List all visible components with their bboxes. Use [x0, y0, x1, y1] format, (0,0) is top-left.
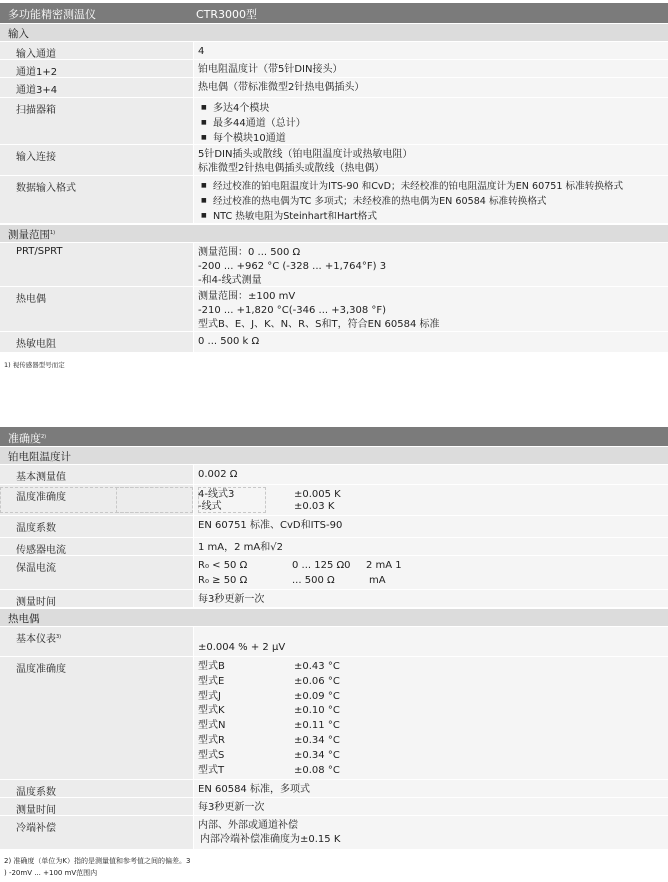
table-row: 温度系数 EN 60751 标准、CvD和ITS-90: [0, 516, 668, 538]
table-row: PRT/SPRT 测量范围：0 ... 500 Ω -200 ... +962 °C (-328 ... +1,764°F) 3 -和4-线式测量: [0, 243, 668, 287]
table-row: 传感器电流 1 mA，2 mA和√2: [0, 538, 668, 556]
table-row: 热敏电阻 0 ... 500 k Ω: [0, 332, 668, 353]
table-row: 基本测量值 0.002 Ω: [0, 465, 668, 485]
table-row: 通道1+2 铂电阻温度计（带5针DIN接头）: [0, 60, 668, 78]
section-prt: 铂电阻温度计: [0, 446, 668, 464]
tc-value-list: ±0.43 °C ±0.06 °C ±0.09 °C ±0.10 °C ±0.11 °C ±0.34 °C ±0.34 °C ±0.08 °C: [294, 661, 340, 776]
footnote-1: 1) 视传感器型号而定: [4, 361, 65, 369]
table-row: 测量时间 每3秒更新一次: [0, 590, 668, 608]
list-item: ■ 经过校准的热电偶为TC 多项式；未经校准的热电偶为EN 60584 标准转换格式: [198, 194, 668, 209]
table-row: 保温电流 R₀ < 50 Ω 0 ... 125 Ω0 2 mA 1 R₀ ≥ 50 Ω ... 500 Ω mA: [0, 556, 668, 590]
product-model: CTR3000型: [196, 8, 258, 21]
table-row: 输入通道 4: [0, 42, 668, 60]
table-row: 测量时间 每3秒更新一次: [0, 798, 668, 816]
list-item: ■ NTC 热敏电阻为Steinhart和Hart格式: [198, 209, 668, 224]
list-item: ■ 多达4个模块: [198, 101, 668, 116]
table-row: 基本仪表$^{3)}$ ±0.004 % + 2 µV: [0, 627, 668, 657]
table-row: 输入连接 5针DIN插头或散线（铂电阻温度计或热敏电阻） 标准微型2针热电偶插头或散线（热电偶）: [0, 145, 668, 176]
table-row: 温度准确度 4-线式3 ±0.005 K -线式 ±0.03 K: [0, 485, 668, 516]
footnote-2: 2) 准确度（单位为K）指的是测量值和参考值之间的偏差。3: [4, 857, 191, 865]
list-item: ■ 最多44通道（总计）: [198, 116, 668, 131]
table-row: 热电偶 测量范围：±100 mV -210 ... +1,820 °C(-346 ... +3,308 °F) 型式B、E、J、K、N、R、S和T，符合EN 60584 标准: [0, 287, 668, 332]
section-input: 输入: [0, 23, 668, 41]
tc-type-list: 型式B 型式E 型式J 型式K 型式N 型式R 型式S 型式T: [198, 661, 226, 776]
table-row: 通道3+4 热电偶（带标准微型2针热电偶插头）: [0, 78, 668, 98]
accuracy-header: 准确度$^{2)}$: [0, 427, 668, 446]
product-title: 多功能精密测温仪: [8, 8, 96, 21]
table-row: 温度准确度 型式B 型式E 型式J 型式K 型式N 型式R 型式S 型式T ±0.43 °C ±0.06 °C ±0.09 °C ±0.10 °C ±0.11 °C ±0.34 °C ±0.34 °C ±0.08 °C: [0, 657, 668, 780]
section-tc: 热电偶: [0, 608, 668, 626]
table-row: 扫描器箱 ■ 多达4个模块 ■ 最多44通道（总计） ■ 每个模块10通道: [0, 98, 668, 145]
list-item: ■ 每个模块10通道: [198, 131, 668, 146]
footnote-3: ) -20mV ... +100 mV范围内: [4, 869, 98, 877]
table-row: 温度系数 EN 60584 标准，多项式: [0, 780, 668, 798]
table-header: [0, 3, 668, 23]
section-range: 测量范围$^{1)}$: [0, 224, 668, 242]
list-item: ■ 经过校准的铂电阻温度计为ITS-90 和CvD；未经校准的铂电阻温度计为EN 60751 标准转换格式: [198, 179, 668, 194]
table-row: 冷端补偿 内部、外部或通道补偿 内部冷端补偿准确度为±0.15 K: [0, 816, 668, 850]
table-row: 数据输入格式 ■ 经过校准的铂电阻温度计为ITS-90 和CvD；未经校准的铂电阻温度计为EN 60751 标准转换格式 ■ 经过校准的热电偶为TC 多项式；未经校准的热电偶为EN 60584 标准转换格式 ■ NTC 热敏电阻为Steinhart和Hart格式: [0, 176, 668, 224]
